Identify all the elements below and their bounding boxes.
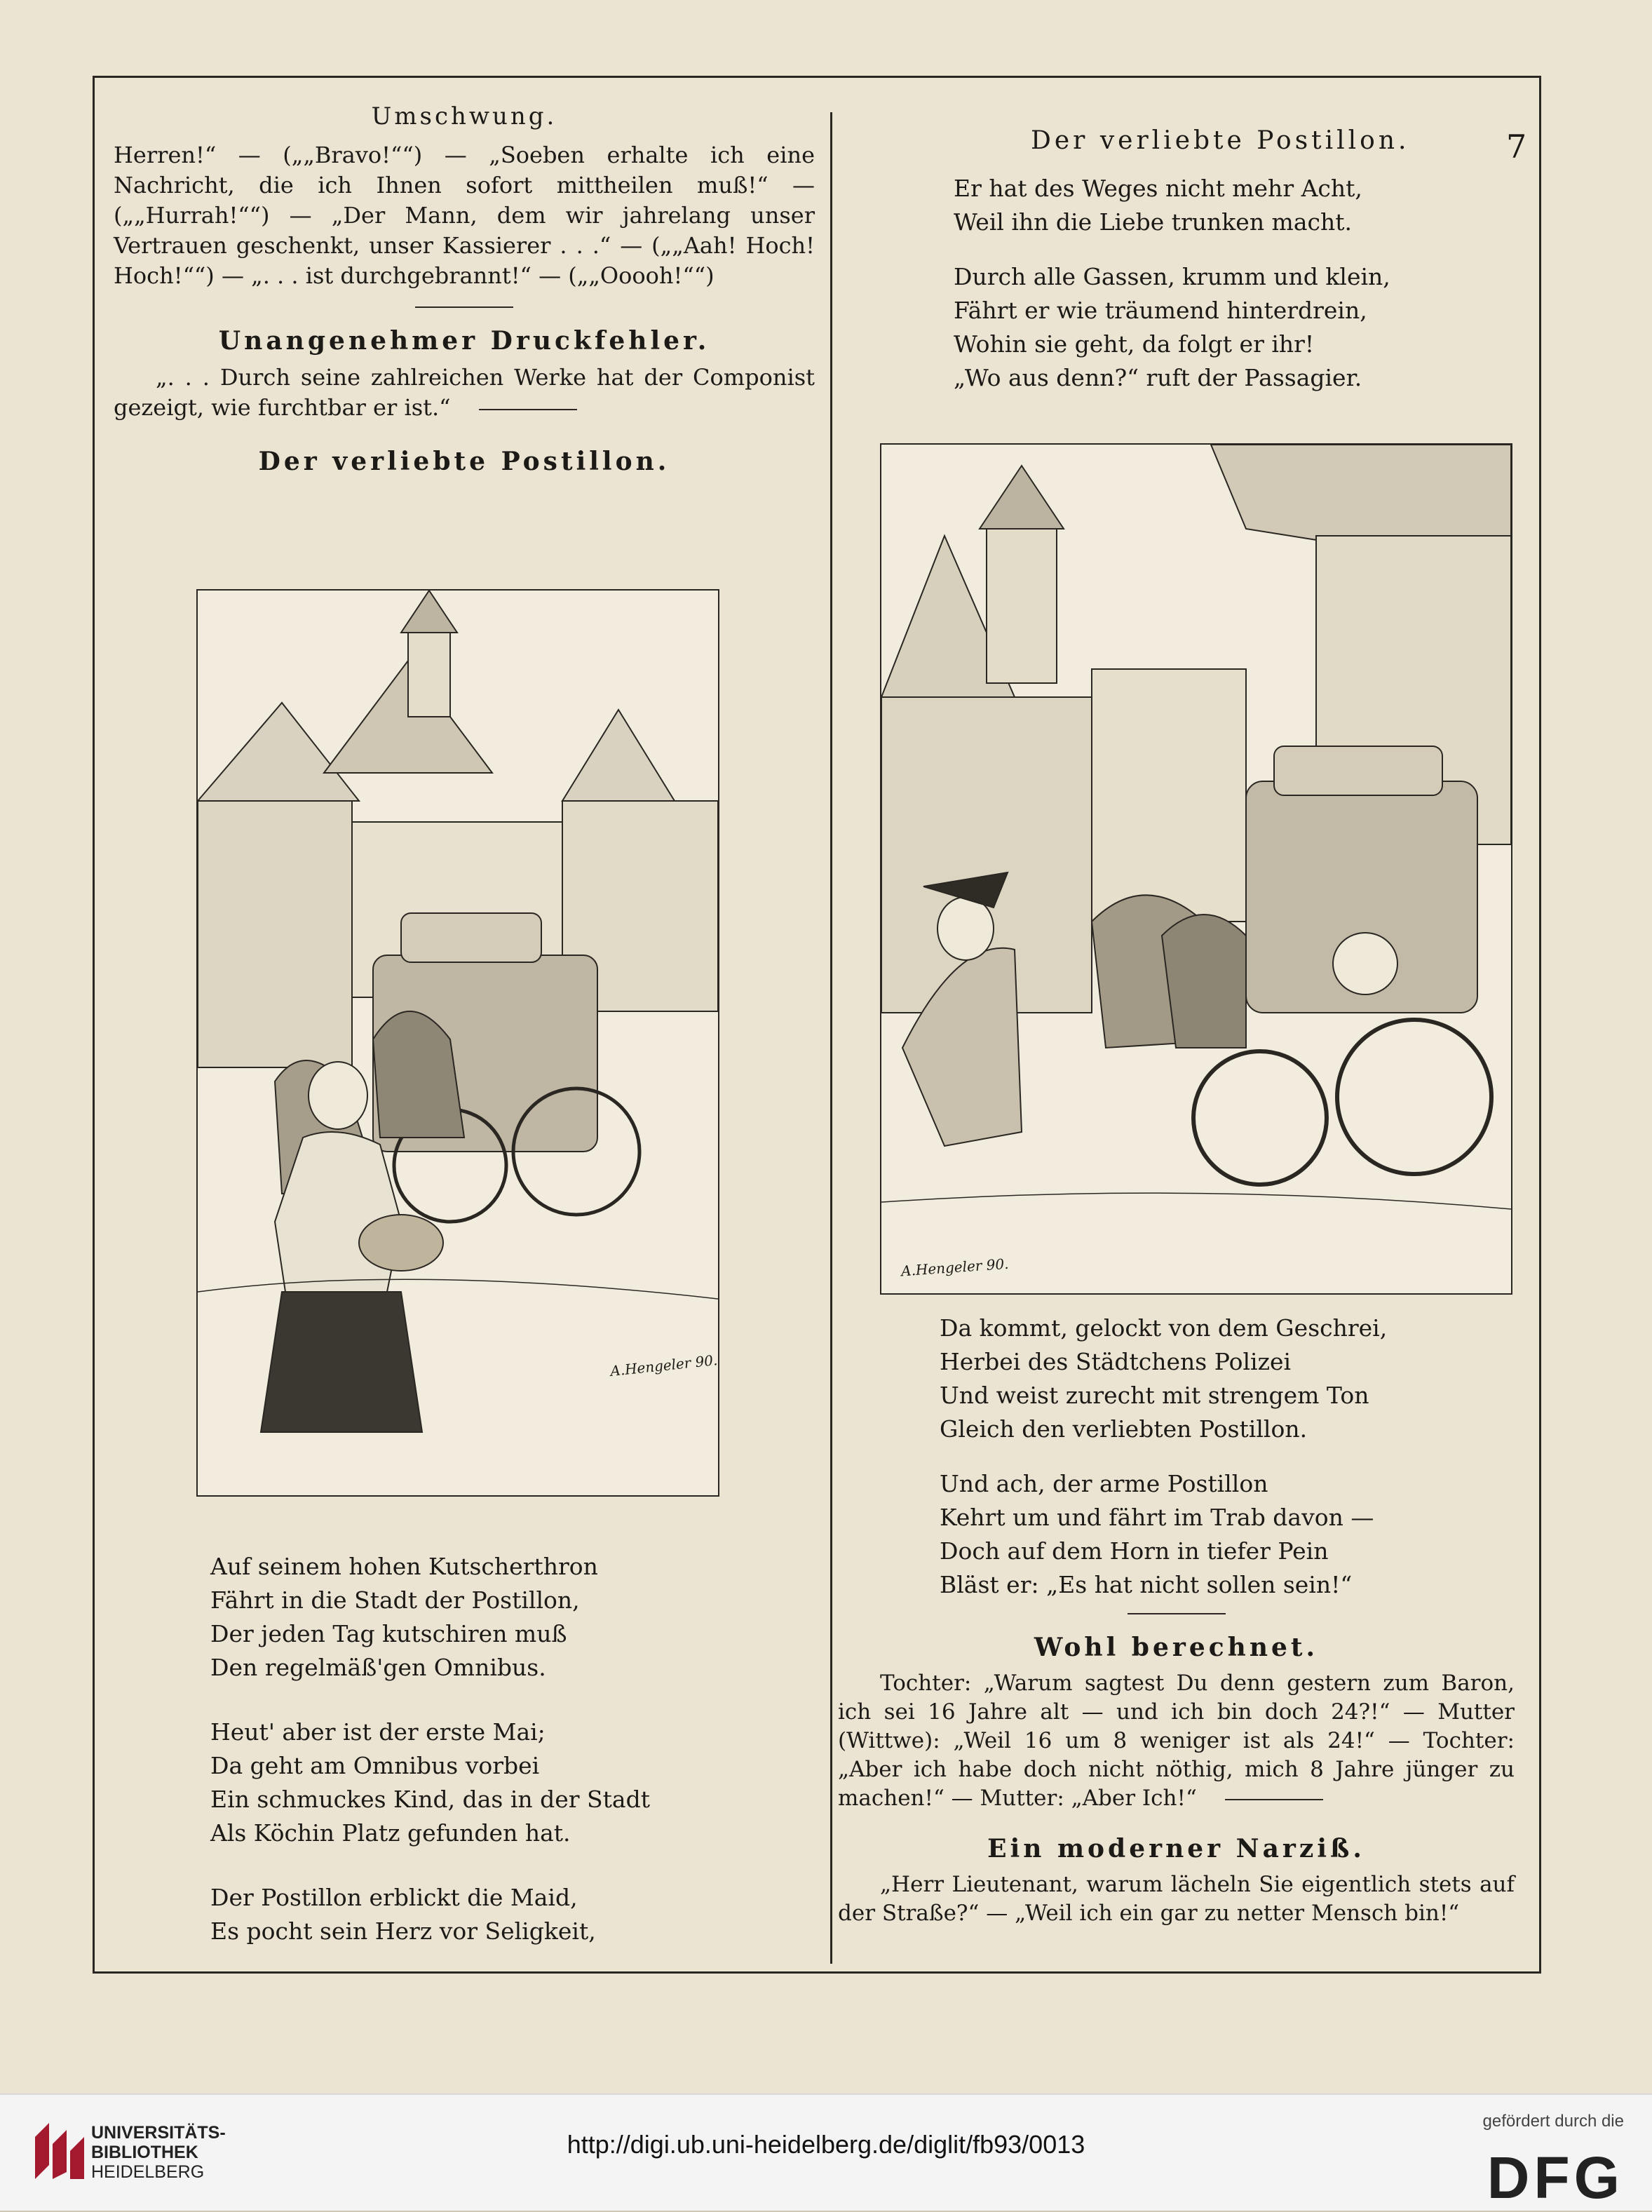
verse-line: Es pocht sein Herz vor Seligkeit,	[210, 1917, 596, 1945]
uni-line-2: BIBLIOTHEK	[91, 2143, 198, 2162]
library-footer	[0, 2093, 1652, 2211]
signature-left: A.Hengeler 90.	[609, 1351, 719, 1380]
verse-line: Weil ihn die Liebe trunken macht.	[954, 208, 1353, 236]
verse-line: Durch alle Gassen, krumm und klein,	[954, 263, 1390, 290]
heading-druckfehler: Unangenehmer Druckfehler.	[218, 326, 710, 356]
verse-line: „Wo aus denn?“ ruft der Passagier.	[954, 364, 1362, 391]
verse-line: Herbei des Städtchens Polizei	[940, 1348, 1292, 1375]
column-divider	[830, 112, 832, 1964]
verse-line: Da kommt, gelockt von dem Geschrei,	[940, 1314, 1388, 1342]
stanza-3	[210, 1881, 785, 1948]
running-title: Der verliebte Postillon.	[1031, 126, 1410, 155]
heading-postillon: Der verliebte Postillon.	[258, 447, 670, 476]
uni-line-1: UNIVERSITÄTS-	[91, 2123, 226, 2143]
section-rule	[415, 306, 513, 308]
right-verses-bottom	[940, 1311, 1487, 1602]
verse-line: Der jeden Tag kutschiren muß	[210, 1620, 567, 1647]
left-verses	[210, 1550, 785, 1979]
verse-line: Als Köchin Platz gefunden hat.	[210, 1819, 571, 1847]
verse-line: Der Postillon erblickt die Maid,	[210, 1884, 578, 1911]
heading-umschwung: Umschwung.	[371, 102, 557, 130]
section-rule-inline	[1225, 1799, 1323, 1800]
stanza-6	[940, 1311, 1487, 1446]
left-column	[114, 98, 815, 483]
verse-line: Ein schmuckes Kind, das in der Stadt	[210, 1786, 650, 1813]
verse-line: Heut' aber ist der erste Mai;	[210, 1718, 546, 1746]
sponsor-text: gefördert durch die	[1482, 2112, 1624, 2131]
verse-line: Den regelmäß'gen Omnibus.	[210, 1654, 546, 1681]
verse-line: Fährt in die Stadt der Postillon,	[210, 1586, 580, 1614]
section-rule-inline	[479, 409, 577, 410]
stanza-7	[940, 1467, 1487, 1602]
page-number: 7	[1506, 128, 1527, 166]
berechnet-dialogue: Tochter: „Warum sagtest Du denn gestern zum Baron, ich sei 16 Jahre alt — und ich bin doch 24?!“ — Mutter (Wittwe): „Weil 16 um 8 weniger ist als 24!“ — Tochter: „Aber ich habe doch nicht nöthig, mich 8 Jahre jünger zu machen!“ — Mutter: „Aber Ich!“	[838, 1671, 1515, 1811]
verse-line: Kehrt um und fährt im Trab davon —	[940, 1504, 1374, 1531]
engraving-right	[881, 445, 1511, 1293]
illustration-omnibus-police	[880, 443, 1512, 1295]
narziss-text: „Herr Lieutenant, warum lächeln Sie eigentlich stets auf der Straße?“ — „Weil ich ein gar zu netter Mensch bin!“	[838, 1872, 1515, 1926]
stanza-1	[210, 1550, 785, 1685]
signature-right: A.Hengeler 90.	[900, 1255, 1010, 1280]
right-prose	[838, 1613, 1515, 1928]
druckfehler-sentence: „. . . Durch seine zahlreichen Werke hat der Componist gezeigt, wie furchtbar er ist.“	[114, 364, 815, 421]
verse-line: Gleich den verliebten Postillon.	[940, 1415, 1308, 1443]
verse-line: Wohin sie geht, da folgt er ihr!	[954, 330, 1315, 358]
section-rule	[1128, 1613, 1226, 1614]
permalink-url[interactable]: http://digi.ub.uni-heidelberg.de/diglit/fb93/0013	[567, 2130, 1085, 2159]
dfg-logo: DFG	[1487, 2145, 1624, 2211]
verse-line: Doch auf dem Horn in tiefer Pein	[940, 1537, 1329, 1565]
verse-line: Fährt er wie träumend hinterdrein,	[954, 297, 1367, 324]
verse-line: Auf seinem hohen Kutscherthron	[210, 1553, 598, 1580]
uni-line-3: HEIDELBERG	[91, 2162, 205, 2182]
heading-wohl-berechnet: Wohl berechnet.	[1034, 1633, 1319, 1662]
stanza-2	[210, 1715, 785, 1850]
umschwung-text: Herren!“ — („„Bravo!““) — „Soeben erhalte ich eine Nachricht, die ich Ihnen sofort mittheilen muß!“ — („„Hurrah!““) — „Der Mann, dem wir jahrelang unser Vertrauen geschenkt, unser Kassierer . . .“ — („„Aah! Hoch! Hoch!““) — „. . . ist durchgebrannt!“ — („„Ooooh!““)	[114, 142, 815, 289]
stanza-5	[954, 260, 1487, 395]
verse-line: Da geht am Omnibus vorbei	[210, 1752, 540, 1779]
verse-line: Und ach, der arme Postillon	[940, 1470, 1268, 1497]
heading-narziss: Ein moderner Narziß.	[987, 1834, 1365, 1863]
berechnet-text	[838, 1669, 1515, 1813]
verse-line: Er hat des Weges nicht mehr Acht,	[954, 175, 1362, 202]
right-verses-top	[954, 172, 1487, 395]
stanza-4	[954, 172, 1487, 239]
verse-line: Bläst er: „Es hat nicht sollen sein!“	[940, 1571, 1353, 1598]
verse-line: Und weist zurecht mit strengem Ton	[940, 1382, 1369, 1409]
druckfehler-text	[114, 363, 815, 423]
